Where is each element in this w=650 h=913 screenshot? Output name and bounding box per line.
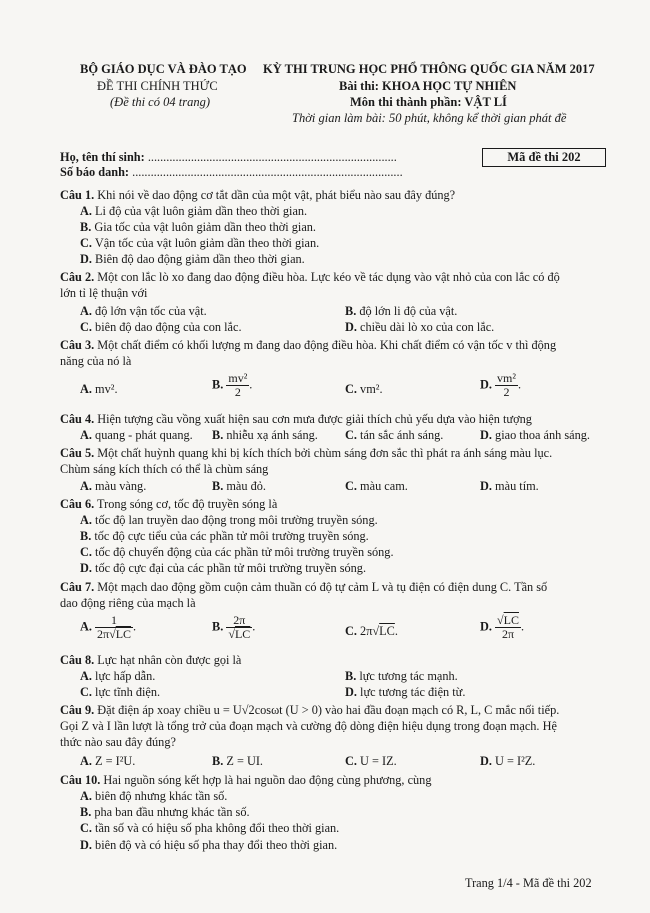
q2-option-a: A. độ lớn vận tốc của vật. — [80, 304, 207, 318]
q4-option-d: D. giao thoa ánh sáng. — [480, 428, 590, 442]
question-7 — [60, 580, 547, 595]
candidate-id-label: Số báo danh: — [60, 165, 130, 179]
q3-b-fraction — [226, 372, 249, 399]
q3-d-denominator: 2 — [503, 385, 510, 399]
q7-c-label: C. — [345, 624, 357, 638]
q8-option-a: A. lực hấp dẫn. — [80, 669, 156, 683]
question-6 — [60, 497, 277, 512]
q7-b-numerator: 2π — [226, 614, 252, 628]
q6-option-d: D. tốc độ cực đại của các phần tử môi trường truyền sóng. — [80, 561, 367, 575]
q6-option-b: B. tốc độ cực tiểu của các phần tử môi trường truyền sóng. — [80, 529, 369, 543]
q2-option-d: D. chiều dài lò xo của con lắc. — [345, 320, 495, 334]
candidate-name-label: Họ, tên thí sinh: — [60, 150, 145, 164]
q2-option-c: C. biên độ dao động của con lắc. — [80, 320, 242, 334]
q7-d-num-radicand: LC — [503, 613, 519, 627]
q10-text: Hai nguồn sóng kết hợp là hai nguồn dao động cùng phương, cùng — [103, 773, 432, 787]
q8-option-c: C. lực tĩnh điện. — [80, 685, 161, 699]
q7-b-denominator: √LC — [228, 627, 251, 641]
q7-a-den-radicand: LC — [115, 627, 132, 641]
q7-c-pre: 2π — [360, 624, 373, 638]
page-footer: Trang 1/4 - Mã đề thi 202 — [465, 876, 592, 890]
q5-option-c: C. màu cam. — [345, 479, 408, 493]
q7-a-den-pre: 2π — [97, 627, 110, 641]
q8-option-b: B. lực tương tác mạnh. — [345, 669, 458, 683]
q3-c-label: C. — [345, 382, 357, 396]
time-note: Thời gian làm bài: 50 phút, không kể thời gian phát đề — [292, 111, 567, 125]
q1-option-b: B. Gia tốc của vật luôn giảm dần theo thời gian. — [80, 220, 316, 234]
q3-option-d: D. $\frac{\text{vm²}}{2}$ . — [480, 371, 522, 399]
test-name: Bài thi: KHOA HỌC TỰ NHIÊN — [339, 79, 517, 93]
q3-b-numerator: mv² — [228, 371, 248, 385]
q3-line2: năng của nó là — [60, 354, 132, 368]
q3-option-a — [80, 382, 118, 397]
q4-option-b: B. nhiễu xạ ánh sáng. — [212, 428, 318, 442]
q3-b-denominator: 2 — [234, 385, 241, 399]
q3-option-c — [345, 382, 383, 397]
q7-d-label: D. — [480, 619, 492, 634]
q7-b-fraction — [226, 614, 252, 641]
q10-option-b: B. pha ban đầu nhưng khác tần số. — [80, 805, 250, 819]
question-8 — [60, 653, 241, 668]
q10-option-c: C. tần số và có hiệu số pha không đổi theo thời gian. — [80, 821, 340, 835]
q1-number: Câu 1. — [60, 188, 95, 202]
q7-c-radicand: LC — [379, 624, 395, 638]
question-5 — [60, 446, 552, 461]
q5-option-a: A. màu vàng. — [80, 479, 147, 493]
q7-a-fraction — [95, 614, 133, 641]
page-count-note: (Đề thi có 04 trang) — [110, 95, 210, 109]
q2-line1: Một con lắc lò xo đang dao động điều hòa. Lực kéo về tác dụng vào vật nhỏ của con lắc có độ — [97, 270, 560, 284]
q5-number: Câu 5. — [60, 446, 95, 460]
q4-number: Câu 4. — [60, 412, 95, 426]
q3-line1: Một chất điểm có khối lượng m đang dao động điều hòa. Khi chất điểm có vận tốc v thì động — [97, 338, 557, 352]
question-9 — [60, 703, 559, 718]
q5-line2: Chùm sáng kích thích có thể là chùm sáng — [60, 462, 269, 476]
q7-d-fraction — [495, 614, 521, 641]
q7-d-numerator: √LC — [497, 613, 519, 627]
q1-option-a: A. Li độ của vật luôn giảm dần theo thời gian. — [80, 204, 308, 218]
q6-number: Câu 6. — [60, 497, 95, 511]
subject-name: Môn thi thành phần: VẬT LÍ — [350, 95, 507, 109]
q3-a-label: A. — [80, 382, 92, 396]
q9-line3: thức nào sau đây đúng? — [60, 735, 176, 749]
q10-option-d: D. biên độ và có hiệu số pha thay đổi theo thời gian. — [80, 838, 338, 852]
q1-text: Khi nói về dao động cơ tắt dần của một vật, phát biểu nào sau đây đúng? — [97, 188, 456, 202]
q7-line2: dao động riêng của mạch là — [60, 596, 196, 610]
q7-option-a: A. $\frac{1}{2\pi√LC}$ . — [80, 613, 137, 641]
q3-number: Câu 3. — [60, 338, 95, 352]
q2-number: Câu 2. — [60, 270, 95, 284]
exam-code-box: Mã đề thi 202 — [482, 148, 606, 167]
q3-option-b: B. $\frac{\text{mv²}}{2}$ . — [212, 371, 253, 399]
q9-option-a: A. Z = I²U. — [80, 754, 136, 768]
q9-line2: Gọi Z và I lần lượt là tổng trở của đoạn mạch và cường độ dòng điện hiệu dụng trong đoạn mạch. Hệ — [60, 719, 557, 733]
q3-d-label: D. — [480, 377, 492, 392]
question-3 — [60, 338, 556, 353]
q7-b-den-radicand: LC — [234, 627, 251, 641]
q8-text: Lực hạt nhân còn được gọi là — [97, 653, 242, 667]
q9-option-c: C. U = IZ. — [345, 754, 397, 768]
q9-option-d: D. U = I²Z. — [480, 754, 536, 768]
q10-number: Câu 10. — [60, 773, 101, 787]
official-exam-label: ĐỀ THI CHÍNH THỨC — [97, 79, 218, 93]
q7-a-numerator: 1 — [95, 614, 133, 628]
q7-b-label: B. — [212, 619, 224, 634]
q2-line2: lớn tỉ lệ thuận với — [60, 286, 148, 300]
q3-c-text: vm². — [360, 382, 383, 396]
q7-option-d: D. $\frac{√LC}{2\pi}$ . — [480, 613, 525, 641]
q5-option-d: D. màu tím. — [480, 479, 539, 493]
q6-text: Trong sóng cơ, tốc độ truyền sóng là — [97, 497, 278, 511]
candidate-id-dots: ........................................................................................ — [132, 165, 403, 179]
q7-number: Câu 7. — [60, 580, 95, 594]
q7-a-label: A. — [80, 619, 92, 634]
q5-option-b: B. màu đỏ. — [212, 479, 266, 493]
q4-option-c: C. tán sắc ánh sáng. — [345, 428, 444, 442]
q9-number: Câu 9. — [60, 703, 95, 717]
q3-d-numerator: vm² — [497, 371, 516, 385]
q9-option-b: B. Z = UI. — [212, 754, 263, 768]
candidate-name-row — [60, 150, 397, 165]
q7-option-b: B. $\frac{2\pi}{√LC}$ . — [212, 613, 256, 641]
q3-b-label: B. — [212, 377, 224, 392]
question-10 — [60, 773, 431, 788]
q6-option-a: A. tốc độ lan truyền dao động trong môi trường truyền sóng. — [80, 513, 378, 527]
exam-title: KỲ THI TRUNG HỌC PHỔ THÔNG QUỐC GIA NĂM 2017 — [263, 62, 595, 76]
q4-option-a: A. quang - phát quang. — [80, 428, 193, 442]
q10-option-a: A. biên độ nhưng khác tần số. — [80, 789, 228, 803]
question-2 — [60, 270, 560, 285]
ministry-name: BỘ GIÁO DỤC VÀ ĐÀO TẠO — [80, 62, 247, 76]
q8-number: Câu 8. — [60, 653, 95, 667]
question-1 — [60, 188, 455, 203]
q5-line1: Một chất huỳnh quang khi bị kích thích bởi chùm sáng đơn sắc thì phát ra ánh sáng màu lục. — [97, 446, 553, 460]
candidate-id-row — [60, 165, 403, 180]
q7-d-denominator: 2π — [501, 627, 515, 641]
q9-line1: Đặt điện áp xoay chiều u = U√2cosωt (U > 0) vào hai đầu đoạn mạch có R, L, C mắc nối tiếp. — [97, 703, 560, 717]
candidate-name-dots: ................................................................................. — [147, 150, 397, 164]
q1-option-c: C. Vận tốc của vật luôn giảm dần theo thời gian. — [80, 236, 320, 250]
q1-option-d: D. Biên độ dao động giảm dần theo thời gian. — [80, 252, 305, 266]
q7-a-denominator: 2π√LC — [97, 627, 132, 641]
q8-option-d: D. lực tương tác điện từ. — [345, 685, 466, 699]
q3-d-fraction — [495, 372, 518, 399]
question-4 — [60, 412, 532, 427]
q4-text: Hiện tượng cầu vồng xuất hiện sau cơn mưa được giải thích chủ yếu dựa vào hiện tượng — [97, 412, 532, 426]
q7-line1: Một mạch dao động gồm cuộn cảm thuần có độ tự cảm L và tụ điện có điện dung C. Tần số — [97, 580, 548, 594]
q6-option-c: C. tốc độ chuyển động của các phần tử môi trường truyền sóng. — [80, 545, 394, 559]
q3-a-text: mv². — [95, 382, 118, 396]
q2-option-b: B. độ lớn li độ của vật. — [345, 304, 458, 318]
q7-option-c: C. 2π√LC. — [345, 624, 398, 638]
